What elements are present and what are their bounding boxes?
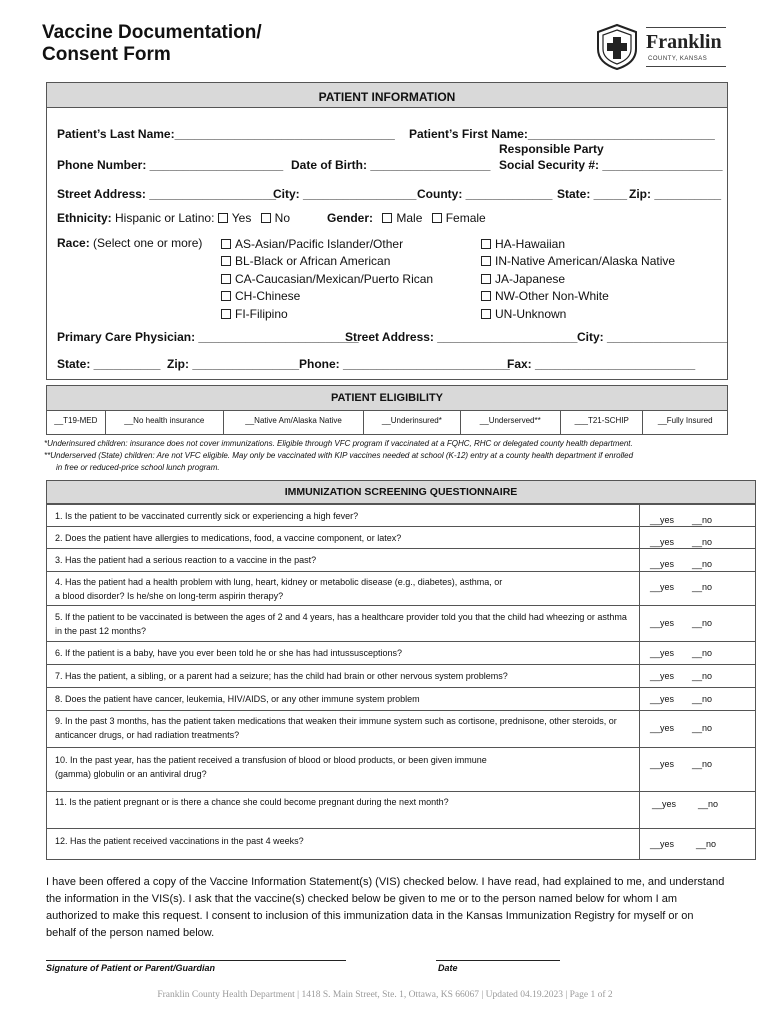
- question-text: 9. In the past 3 months, has the patient taken medications that weaken their immune system such as cortisone, prednisone, other steroids, or anticancer drugs, or had radiation treatments?: [55, 716, 617, 740]
- question-row: [47, 791, 755, 829]
- eligibility-option-native[interactable]: __Native Am/Alaska Native: [224, 411, 364, 434]
- question-row: [47, 605, 755, 642]
- ethnicity-row: [57, 211, 290, 225]
- race-options-left: [221, 236, 433, 323]
- question-answer: [639, 572, 756, 606]
- ethnicity-no-checkbox[interactable]: [261, 213, 271, 223]
- ethnicity-yes-label: Yes: [231, 211, 252, 225]
- yes-option[interactable]: __yes: [650, 515, 675, 525]
- pcp-phone-field[interactable]: Phone: _________________________: [299, 357, 510, 371]
- pcp-zip-field[interactable]: Zip: ________________: [167, 357, 300, 371]
- race-option[interactable]: [481, 236, 675, 253]
- patient-eligibility-section: [46, 385, 728, 435]
- race-checkbox[interactable]: [481, 256, 491, 266]
- race-option-label: CA-Caucasian/Mexican/Puerto Rican: [235, 271, 434, 286]
- race-label-group: [57, 236, 202, 250]
- question-text: 3. Has the patient had a serious reaction to a vaccine in the past?: [55, 555, 317, 565]
- no-option[interactable]: __no: [698, 799, 719, 809]
- patient-information-section: [46, 82, 728, 380]
- race-option-label: CH-Chinese: [235, 289, 301, 304]
- race-option-label: BL-Black or African American: [235, 254, 391, 269]
- question-text: 5. If the patient to be vaccinated is between the ages of 2 and 4 years, has a healthcare provider told you that the child had wheezing or asthma in the past 12 months?: [55, 612, 627, 636]
- question-answer: [639, 549, 756, 572]
- race-option[interactable]: [481, 253, 675, 270]
- state-field[interactable]: State: _____: [557, 187, 628, 201]
- race-option[interactable]: [221, 236, 433, 253]
- race-checkbox[interactable]: [221, 291, 231, 301]
- race-option[interactable]: [481, 271, 675, 288]
- question-answer: [639, 665, 756, 688]
- race-checkbox[interactable]: [221, 256, 231, 266]
- question-answer: [639, 829, 756, 859]
- pcp-street-field[interactable]: Street Address: _____________________: [345, 330, 578, 344]
- ethnicity-yes-checkbox[interactable]: [218, 213, 228, 223]
- question-row: [47, 664, 755, 688]
- no-option[interactable]: __no: [692, 537, 713, 547]
- yes-option[interactable]: __yes: [650, 537, 675, 547]
- no-option[interactable]: __no: [692, 694, 713, 704]
- race-checkbox[interactable]: [481, 309, 491, 319]
- pcp-fax-field[interactable]: Fax: ________________________: [507, 357, 696, 371]
- race-option-label: AS-Asian/Pacific Islander/Other: [235, 237, 404, 251]
- race-checkbox[interactable]: [481, 274, 491, 284]
- screening-questionnaire: [46, 480, 756, 860]
- race-option-label: JA-Japanese: [495, 271, 566, 286]
- eligibility-option-underinsured[interactable]: __Underinsured*: [364, 411, 460, 434]
- race-checkbox[interactable]: [221, 309, 231, 319]
- gender-row: [327, 211, 486, 225]
- question-text: 2. Does the patient have allergies to medications, food, a vaccine component, or latex?: [55, 533, 402, 543]
- race-checkbox[interactable]: [481, 239, 491, 249]
- shield-cross-icon: [594, 23, 640, 71]
- race-option-label: IN-Native American/Alaska Native: [495, 254, 676, 269]
- race-option[interactable]: [221, 271, 433, 288]
- page-title: [42, 22, 262, 66]
- no-option[interactable]: __no: [692, 648, 713, 658]
- race-option[interactable]: [221, 288, 433, 305]
- race-hint: (Select one or more): [93, 236, 203, 250]
- question-answer: [639, 688, 756, 711]
- yes-option[interactable]: __yes: [650, 559, 675, 569]
- page-footer: Franklin County Health Department | 1418 S. Main Street, Ste. 1, Ottawa, KS 66067 | Updated 04.19.2023 | Page 1 of 2: [157, 990, 613, 1000]
- responsible-party-label: Responsible Party: [499, 142, 604, 156]
- race-option-label: HA-Hawaiian: [495, 237, 566, 251]
- yes-option[interactable]: __yes: [650, 839, 675, 849]
- county-field[interactable]: County: _____________: [417, 187, 553, 201]
- race-label: Race:: [57, 236, 90, 250]
- signature-line[interactable]: [46, 960, 346, 961]
- date-of-birth-field[interactable]: Date of Birth: __________________: [291, 158, 491, 172]
- question-text: 11. Is the patient pregnant or is there a chance she could become pregnant during the next month?: [55, 797, 449, 807]
- race-checkbox[interactable]: [481, 291, 491, 301]
- eligibility-note-underserved-cont: in free or reduced-price school lunch program.: [56, 463, 220, 472]
- question-row: [47, 710, 755, 748]
- question-answer: [639, 792, 756, 829]
- yes-option[interactable]: __yes: [650, 759, 675, 769]
- patient-information-header: PATIENT INFORMATION: [47, 83, 727, 108]
- city-field[interactable]: City: _________________: [273, 187, 417, 201]
- no-option[interactable]: __no: [692, 759, 713, 769]
- consent-statement: I have been offered a copy of the Vaccine Information Statement(s) (VIS) checked below. I have read, had explained to me, and understand the information in the VIS(s). I ask that the vaccine(s) checked below be given to me or to the person named below for whom I am authorized to make this request. I consent to inclusion of this immunization data in the Kansas Immunization Registry for myself or on behalf of the person named below.: [46, 876, 725, 939]
- yes-option[interactable]: __yes: [650, 694, 675, 704]
- logo-brand-text: Franklin: [646, 31, 722, 53]
- question-answer: [639, 527, 756, 549]
- no-option[interactable]: __no: [692, 582, 713, 592]
- no-option[interactable]: __no: [692, 618, 713, 628]
- gender-female-checkbox[interactable]: [432, 213, 442, 223]
- race-options-right: [481, 236, 675, 323]
- no-option[interactable]: __no: [692, 723, 713, 733]
- ethnicity-label: Ethnicity:: [57, 211, 112, 225]
- eligibility-note-underserved: **Underserved (State) children: Are not VFC eligible. May only be vaccinated with KIP vaccines needed at school (K-12) entry at a county health department if enrolled: [44, 451, 634, 460]
- yes-option[interactable]: __yes: [650, 582, 675, 592]
- question-text: 1. Is the patient to be vaccinated currently sick or experiencing a high fever?: [55, 511, 359, 521]
- eligibility-option-t19[interactable]: __T19-MED: [47, 411, 106, 434]
- screening-questionnaire-header: IMMUNIZATION SCREENING QUESTIONNAIRE: [47, 481, 755, 504]
- question-row: [47, 687, 755, 711]
- eligibility-option-t21[interactable]: ___T21-SCHIP: [561, 411, 644, 434]
- yes-option[interactable]: __yes: [650, 618, 675, 628]
- question-row: [47, 747, 755, 792]
- yes-option[interactable]: __yes: [650, 648, 675, 658]
- gender-female-label: Female: [445, 211, 486, 225]
- eligibility-note-underinsured: *Underinsured children: insurance does not cover immunizations. Eligible through VFC program if vaccinated at a FQHC, RHC or delegated county health department.: [44, 439, 633, 448]
- logo-sub-text: COUNTY, KANSAS: [648, 56, 708, 62]
- question-text: 6. If the patient is a baby, have you ever been told he or she has had intussusceptions?: [55, 648, 403, 658]
- ssn-field[interactable]: Social Security #: __________________: [499, 158, 723, 172]
- question-answer: [639, 505, 756, 527]
- gender-male-label: Male: [396, 211, 423, 225]
- question-row: [47, 526, 755, 549]
- phone-number-field[interactable]: Phone Number: ____________________: [57, 158, 284, 172]
- race-option[interactable]: [221, 253, 433, 270]
- question-answer: [639, 748, 756, 792]
- eligibility-option-no-insurance[interactable]: __No health insurance: [106, 411, 224, 434]
- question-text: 7. Has the patient, a sibling, or a parent had a seizure; has the child had brain or other nervous system problems?: [55, 671, 508, 681]
- street-address-field[interactable]: Street Address: ___________________: [57, 187, 277, 201]
- question-row: [47, 571, 755, 606]
- question-answer: [639, 642, 756, 665]
- last-name-field[interactable]: Patient’s Last Name:_________________________________: [57, 127, 395, 141]
- no-option[interactable]: __no: [696, 839, 717, 849]
- pcp-field[interactable]: Primary Care Physician: ________________________: [57, 330, 359, 344]
- zip-field[interactable]: Zip: __________: [629, 187, 722, 201]
- question-text: 12. Has the patient received vaccinations in the past 4 weeks?: [55, 836, 304, 846]
- race-option[interactable]: [481, 288, 675, 305]
- race-option-label: UN-Unknown: [495, 306, 567, 321]
- question-row: [47, 641, 755, 665]
- title-line-1: Vaccine Documentation/: [42, 22, 262, 43]
- pcp-city-field[interactable]: City: __________________: [577, 330, 728, 344]
- eligibility-option-fully-insured[interactable]: __Fully Insured: [657, 416, 713, 425]
- first-name-field[interactable]: Patient’s First Name:____________________________: [409, 127, 715, 141]
- ethnicity-no-label: No: [274, 211, 291, 225]
- eligibility-option-underserved[interactable]: __Underserved**: [461, 411, 561, 434]
- race-option[interactable]: [221, 306, 433, 323]
- question-text: 8. Does the patient have cancer, leukemia, HIV/AIDS, or any other immune system problem: [55, 694, 420, 704]
- no-option[interactable]: __no: [692, 515, 713, 525]
- question-text: 4. Has the patient had a health problem with lung, heart, kidney or metabolic disease (e.g., diabetes), asthma, or a blood disorder? Is he/she on long-term aspirin therapy?: [55, 577, 503, 601]
- date-line[interactable]: [436, 960, 560, 961]
- gender-label: Gender:: [327, 211, 374, 225]
- no-option[interactable]: __no: [692, 671, 713, 681]
- patient-eligibility-header: PATIENT ELIGIBILITY: [47, 386, 727, 411]
- eligibility-options: [47, 411, 727, 434]
- question-answer: [639, 711, 756, 748]
- signature-label: Signature of Patient or Parent/Guardian: [46, 963, 216, 973]
- gender-male-checkbox[interactable]: [382, 213, 392, 223]
- race-option-label: FI-Filipino: [235, 306, 288, 321]
- yes-option[interactable]: __yes: [650, 723, 675, 733]
- no-option[interactable]: __no: [692, 559, 713, 569]
- race-checkbox[interactable]: [221, 239, 231, 249]
- yes-option[interactable]: __yes: [650, 671, 675, 681]
- question-answer: [639, 606, 756, 642]
- race-option[interactable]: [481, 306, 675, 323]
- pcp-state-field[interactable]: State: __________: [57, 357, 161, 371]
- ethnicity-question: Hispanic or Latino:: [115, 211, 215, 225]
- question-row: [47, 548, 755, 572]
- date-label: Date: [438, 963, 458, 973]
- question-row: [47, 828, 755, 859]
- question-row: [47, 504, 755, 527]
- yes-option[interactable]: __yes: [652, 799, 677, 809]
- question-text: 10. In the past year, has the patient received a transfusion of blood or blood products, or been given immune (gamma) globulin or an antiviral drug?: [55, 755, 487, 779]
- franklin-county-logo: [594, 22, 729, 72]
- race-option-label: NW-Other Non-White: [495, 289, 609, 304]
- race-checkbox[interactable]: [221, 274, 231, 284]
- title-line-2: Consent Form: [42, 44, 171, 65]
